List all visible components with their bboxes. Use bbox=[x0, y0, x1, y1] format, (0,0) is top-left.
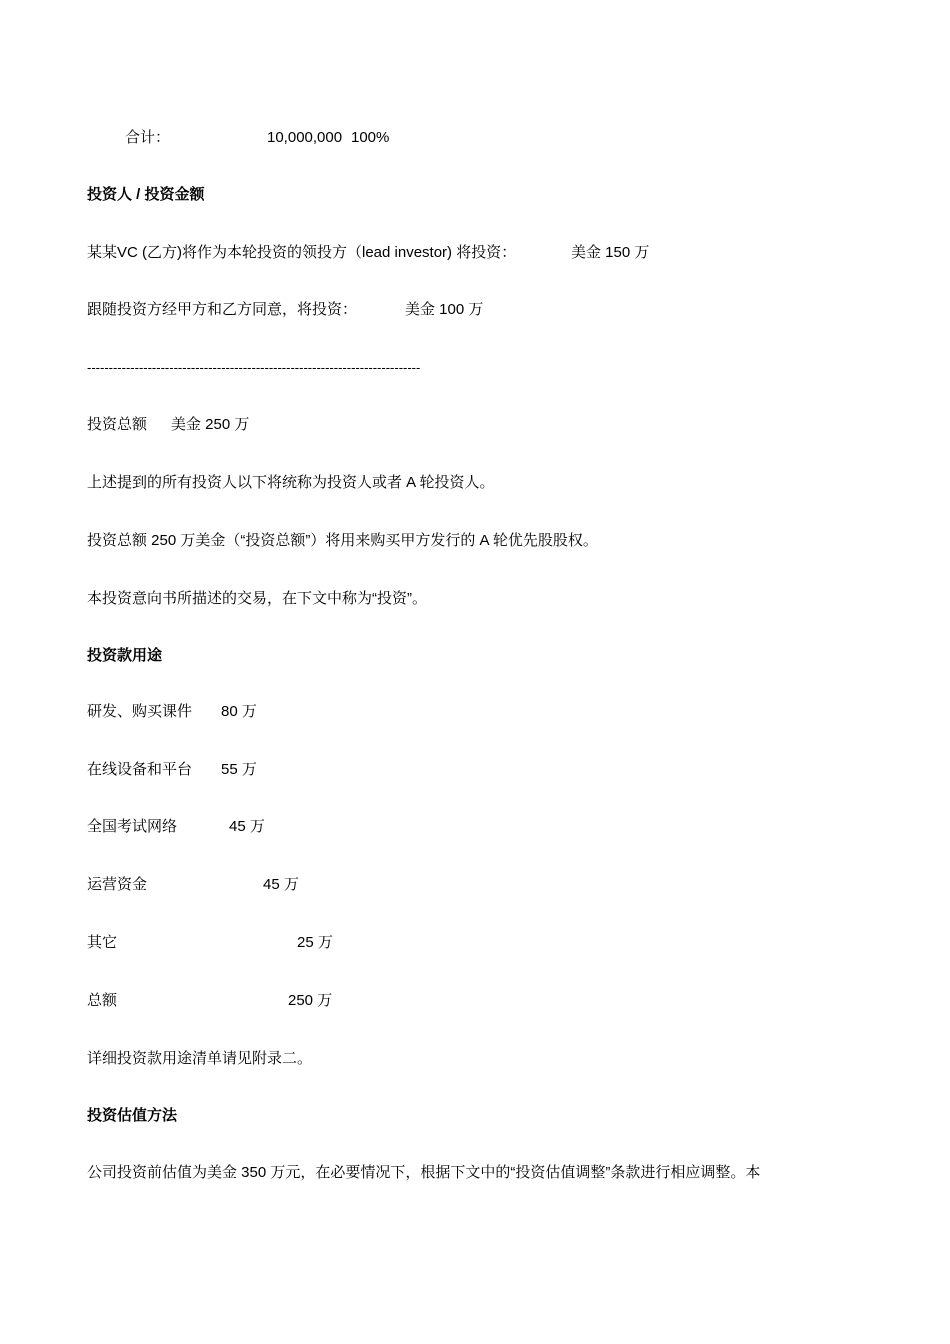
divider-line: ----------------------------------------------------------------------------- bbox=[87, 360, 421, 375]
follow-investor-text: 跟随投资方经甲方和乙方同意，将投资： bbox=[87, 301, 358, 318]
fund-item-label: 其它 bbox=[87, 934, 118, 951]
paragraph-investment-amount: 投资总额 250 万美金（“投资总额”）将用来购买甲方发行的 A 轮优先股股权。 bbox=[87, 532, 598, 549]
fund-item-label: 研发、购买课件 bbox=[87, 703, 193, 720]
fund-item-label: 全国考试网络 bbox=[87, 818, 178, 835]
fund-item-label: 在线设备和平台 bbox=[87, 761, 193, 778]
lead-investor-amount: 美金 150 万 bbox=[571, 244, 650, 261]
fund-item-amount: 45 万 bbox=[229, 818, 265, 835]
paragraph-transaction: 本投资意向书所描述的交易，在下文中称为“投资”。 bbox=[87, 590, 427, 607]
total-label: 合计： bbox=[125, 129, 171, 146]
valuation-heading: 投资估值方法 bbox=[87, 1107, 178, 1124]
fund-item-label: 总额 bbox=[87, 992, 118, 1009]
fund-item-amount: 25 万 bbox=[297, 934, 333, 951]
investment-total-amount: 美金 250 万 bbox=[171, 416, 250, 433]
fund-item-amount: 55 万 bbox=[221, 761, 257, 778]
valuation-paragraph: 公司投资前估值为美金 350 万元，在必要情况下，根据下文中的“投资估值调整”条款进行相应调整。本 bbox=[87, 1164, 761, 1181]
follow-investor-amount: 美金 100 万 bbox=[405, 301, 484, 318]
investment-total-label: 投资总额 bbox=[87, 416, 148, 433]
fund-item-label: 运营资金 bbox=[87, 876, 148, 893]
fund-item-amount: 45 万 bbox=[263, 876, 299, 893]
paragraph-investors-definition: 上述提到的所有投资人以下将统称为投资人或者 A 轮投资人。 bbox=[87, 474, 495, 491]
total-percent: 100% bbox=[351, 129, 390, 146]
investors-heading: 投资人 / 投资金额 bbox=[87, 186, 205, 203]
fund-item-amount: 80 万 bbox=[221, 703, 257, 720]
fund-item-amount: 250 万 bbox=[288, 992, 333, 1009]
use-of-funds-note: 详细投资款用途清单请见附录二。 bbox=[87, 1050, 313, 1067]
lead-investor-text: 某某VC (乙方)将作为本轮投资的领投方（lead investor) 将投资： bbox=[87, 244, 517, 261]
total-amount: 10,000,000 bbox=[267, 129, 343, 146]
use-of-funds-heading: 投资款用途 bbox=[87, 647, 163, 664]
